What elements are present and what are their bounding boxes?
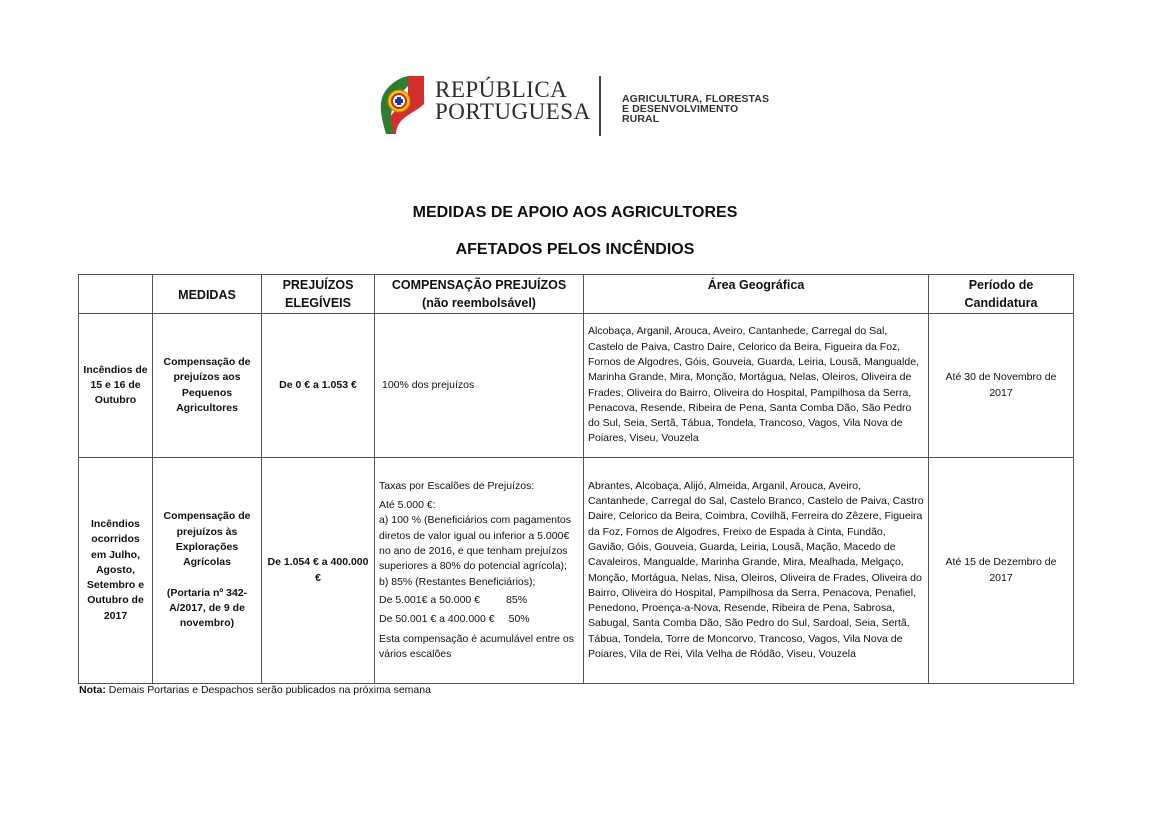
cell-compensation: 100% dos prejuízos [375, 314, 584, 458]
table-row [79, 314, 1074, 458]
republic-line-2: PORTUGUESA [435, 99, 591, 124]
cell-application-period: Até 15 de Dezembro de 2017 [929, 458, 1074, 684]
footnote [79, 684, 431, 696]
tier-1-label: Até 5.000 €: [379, 499, 436, 512]
cell-geographic-area: Alcobaça, Arganil, Arouca, Aveiro, Cantanhede, Carregal do Sal, Castelo de Paiva, Castro Daire, Celorico da Beira, Figueira da Foz, Fornos de Algodres, Góis, Gouveia, Guarda, Leiria, Lousã, Mangualde, Marinha Grande, Mira, Monção, Mortágua, Nelas, Oleiros, Oliveira de Frades, Oliveira do Bairro, Oliveira do Hospital, Pampilhosa da Serra, Penacova, Resende, Ribeira de Pena, Santa Comba Dão, São Pedro do Sul, Seia, Sertã, Tábua, Tondela, Trancoso, Vagos, Vila Nova de Poiares, Viseu, Vouzela [584, 314, 929, 458]
cell-eligible-losses: De 0 € a 1.053 € [262, 314, 375, 458]
tier-1-option-a: a) 100 % (Beneficiários com pagamentos diretos de valor igual ou inferior a 5.000€ no ano de 2016, e que tenham prejuízos superiores a 80% do potencial agrícola); [379, 514, 572, 573]
header-eligible-line-1: PREJUÍZOS [282, 278, 354, 292]
header-compensation-line-2: (não reembolsável) [422, 296, 536, 310]
tier-2-rate: 85% [506, 593, 528, 606]
government-logo [378, 74, 778, 138]
republic-line-1: REPÚBLICA [435, 77, 568, 102]
ministry-line-2: E DESENVOLVIMENTO RURAL [622, 103, 739, 125]
footnote-text: Demais Portarias e Despachos serão publicados na próxima semana [105, 684, 431, 696]
logo-divider [599, 76, 601, 136]
cell-eligible-losses: De 1.054 € a 400.000 € [262, 458, 375, 684]
header-measures-label: MEDIDAS [178, 287, 236, 302]
ministry-line-1: AGRICULTURA, FLORESTAS [622, 93, 770, 105]
tier-3-range: De 50.001 € a 400.000 € [379, 613, 495, 626]
cell-geographic-area: Abrantes, Alcobaça, Alijó, Almeida, Arganil, Arouca, Aveiro, Cantanhede, Carregal do Sal, Castelo Branco, Castelo de Paiva, Castro Daire, Celorico da Beira, Coimbra, Covilhã, Ferreira do Zêzere, Figueira da Foz, Fornos de Algodres, Freixo de Espada à Cinta, Fundão, Gavião, Góis, Gouveia, Guarda, Leiria, Lousã, Mação, Macedo de Cavaleiros, Mangualde, Marinha Grande, Mira, Mealhada, Melgaço, Monção, Mortágua, Nelas, Nisa, Oleiros, Oliveira de Frades, Oliveira do Bairro, Oliveira do Hospital, Pampilhosa da Serra, Penacova, Penafiel, Penedono, Proença-a-Nova, Resende, Ribeira de Pena, Sabrosa, Sabugal, Santa Comba Dão, São Pedro do Sul, Sardoal, Seia, Sertã, Tábua, Tondela, Torre de Moncorvo, Trancoso, Vagos, Vila Nova de Poiares, Vila de Rei, Vila Velha de Ródão, Viseu, Vouzela [584, 458, 929, 684]
portuguese-republic-emblem-icon [378, 74, 426, 136]
cell-measure [153, 458, 262, 684]
table-row [79, 458, 1074, 684]
tier-1-option-b: b) 85% (Restantes Beneficiários); [379, 575, 536, 588]
compensation-tier-1 [379, 498, 579, 590]
table-header-row [79, 275, 1074, 314]
compensation-tier-2 [379, 593, 579, 608]
header-period-line-2: Candidatura [964, 296, 1038, 310]
header-eligible-losses [262, 275, 375, 314]
header-application-period [929, 275, 1074, 314]
measure-text: Compensação de prejuízos às Explorações Agrícolas [163, 510, 251, 569]
header-compensation-line-1: COMPENSAÇÃO PREJUÍZOS [391, 278, 567, 292]
header-eligible-line-2: ELEGÍVEIS [285, 296, 351, 310]
tier-3-rate: 50% [508, 613, 530, 626]
ministry-name [622, 94, 778, 124]
cell-compensation [375, 458, 584, 684]
support-measures-table [78, 274, 1074, 684]
header-incident [79, 275, 153, 314]
header-area-label: Área Geográfica [707, 278, 805, 292]
cell-incident: Incêndios ocorridos em Julho, Agosto, Setembro e Outubro de 2017 [79, 458, 153, 684]
header-compensation [375, 275, 584, 314]
measure-legal-reference: (Portaria nº 342-A/2017, de 9 de novembro) [166, 586, 248, 630]
cell-application-period: Até 30 de Novembro de 2017 [929, 314, 1074, 458]
compensation-tier-3 [379, 612, 579, 627]
document-title: MEDIDAS DE APOIO AOS AGRICULTORES [412, 204, 738, 221]
header-geographic-area [584, 275, 929, 314]
document-subtitle: AFETADOS PELOS INCÊNDIOS [455, 241, 695, 258]
compensation-closing: Esta compensação é acumulável entre os vários escalões [379, 632, 574, 660]
republic-wordmark [435, 79, 591, 123]
cell-incident: Incêndios de 15 e 16 de Outubro [79, 314, 153, 458]
cell-measure: Compensação de prejuízos aos Pequenos Agricultores [153, 314, 262, 458]
tier-2-range: De 5.001€ a 50.000 € [379, 593, 481, 606]
header-period-line-1: Período de [968, 278, 1034, 292]
header-measures [153, 275, 262, 314]
compensation-intro: Taxas por Escalões de Prejuízos: [379, 479, 535, 492]
footnote-label: Nota: [79, 684, 106, 696]
